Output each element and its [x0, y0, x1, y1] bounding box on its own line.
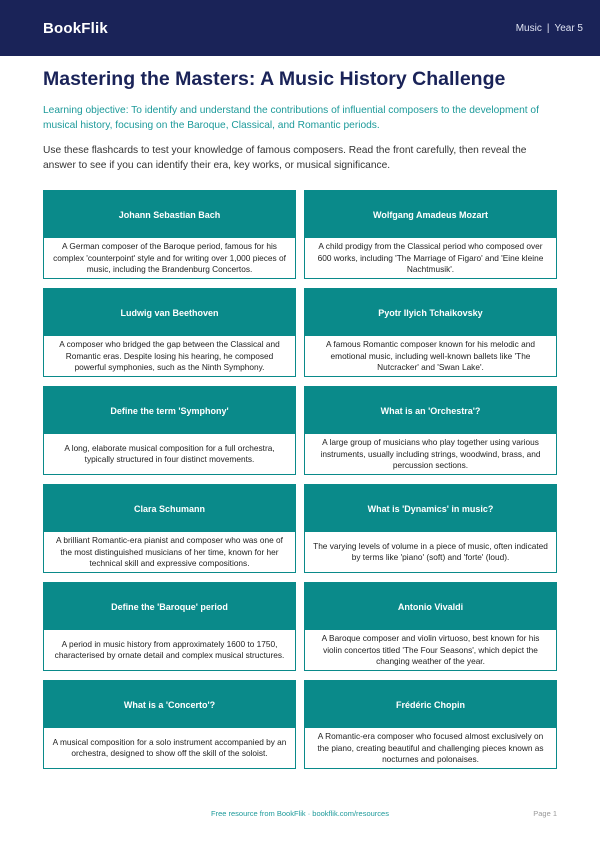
page-title: Mastering the Masters: A Music History Challenge	[43, 68, 506, 90]
flashcard[interactable]	[43, 288, 296, 377]
meta-separator: |	[546, 22, 550, 34]
flashcard-back: A musical composition for a solo instrument accompanied by an orchestra, designed to show off the skill of the soloist.	[52, 736, 287, 759]
main-content	[0, 67, 600, 769]
flashcard-back: A period in music history from approximately 1600 to 1750, characterised by ornate detail and complex musical structures.	[54, 638, 285, 661]
flashcard-front: Antonio Vivaldi	[305, 583, 556, 630]
top-bar	[0, 0, 600, 56]
flashcard[interactable]	[304, 288, 557, 377]
flashcard-back: A German composer of the Baroque period, famous for his complex 'counterpoint' style and for writing over 1,000 pieces of music, including the Brandenburg Concertos.	[53, 240, 286, 275]
flashcard-front: Ludwig van Beethoven	[44, 289, 295, 336]
flashcard-front: Frédéric Chopin	[305, 681, 556, 728]
flashcard-back: A large group of musicians who play together using various instruments, usually including strings, woodwind, brass, and percussion sections.	[320, 436, 541, 471]
flashcard-back: A famous Romantic composer known for his melodic and emotional music, including well-known ballets like 'The Nutcracker' and 'Swan Lake'.	[326, 338, 535, 373]
flashcard-back: A child prodigy from the Classical period who composed over 600 works, including 'The Marriage of Figaro' and 'Eine kleine Nachtmusik'.	[317, 240, 544, 275]
flashcard-grid	[43, 190, 557, 769]
subject-year	[516, 23, 583, 34]
flashcard[interactable]	[304, 680, 557, 769]
flashcard-front: Wolfgang Amadeus Mozart	[305, 191, 556, 238]
intro-text: Use these flashcards to test your knowledge of famous composers. Read the front carefully, then reveal the answer to see if you can identify their era, key works, or musical significance.	[43, 145, 527, 171]
flashcard-front: What is 'Dynamics' in music?	[305, 485, 556, 532]
brand-logo: BookFlik	[43, 19, 108, 37]
flashcard-back: The varying levels of volume in a piece of music, often indicated by terms like 'piano' (soft) and 'forte' (loud).	[313, 540, 548, 563]
flashcard-front: Define the 'Baroque' period	[44, 583, 295, 630]
flashcard-front: Define the term 'Symphony'	[44, 387, 295, 434]
subject-label: Music	[515, 22, 542, 34]
flashcard[interactable]	[43, 582, 296, 671]
flashcard[interactable]	[304, 582, 557, 671]
flashcard[interactable]	[43, 190, 296, 279]
flashcard[interactable]	[304, 190, 557, 279]
flashcard[interactable]	[304, 386, 557, 475]
flashcard-back: A long, elaborate musical composition for a full orchestra, typically structured in four distinct movements.	[64, 442, 275, 465]
flashcard[interactable]	[43, 484, 296, 573]
flashcard-back: A brilliant Romantic-era pianist and composer who was one of the most distinguished musicians of her time, known for her technical skill and expressive compositions.	[56, 534, 283, 569]
flashcard-front: Pyotr Ilyich Tchaikovsky	[305, 289, 556, 336]
flashcard-front: What is an 'Orchestra'?	[305, 387, 556, 434]
flashcard-back: A Baroque composer and violin virtuoso, best known for his violin concertos titled 'The Four Seasons', which depict the changing weather of the year.	[321, 632, 540, 667]
flashcard-front: Johann Sebastian Bach	[44, 191, 295, 238]
flashcard-front: Clara Schumann	[44, 485, 295, 532]
footer-credit[interactable]: Free resource from BookFlik · bookflik.com/resources	[211, 809, 389, 818]
year-label: Year 5	[554, 22, 583, 34]
flashcard[interactable]	[304, 484, 557, 573]
flashcard-front: What is a 'Concerto'?	[44, 681, 295, 728]
page-number: Page 1	[533, 809, 557, 818]
flashcard[interactable]	[43, 680, 296, 769]
flashcard-back: A composer who bridged the gap between the Classical and Romantic eras. Despite losing his hearing, he composed powerful symphonies, such as the Ninth Symphony.	[59, 338, 280, 373]
flashcard-back: A Romantic-era composer who focused almost exclusively on the piano, creating beautiful and challenging pieces known as nocturnes and polonaises.	[317, 730, 544, 765]
learning-objective: Learning objective: To identify and understand the contributions of influential composers to the development of musical history, focusing on the Baroque, Classical, and Romantic periods.	[43, 105, 539, 131]
flashcard[interactable]	[43, 386, 296, 475]
page-footer	[0, 809, 600, 818]
